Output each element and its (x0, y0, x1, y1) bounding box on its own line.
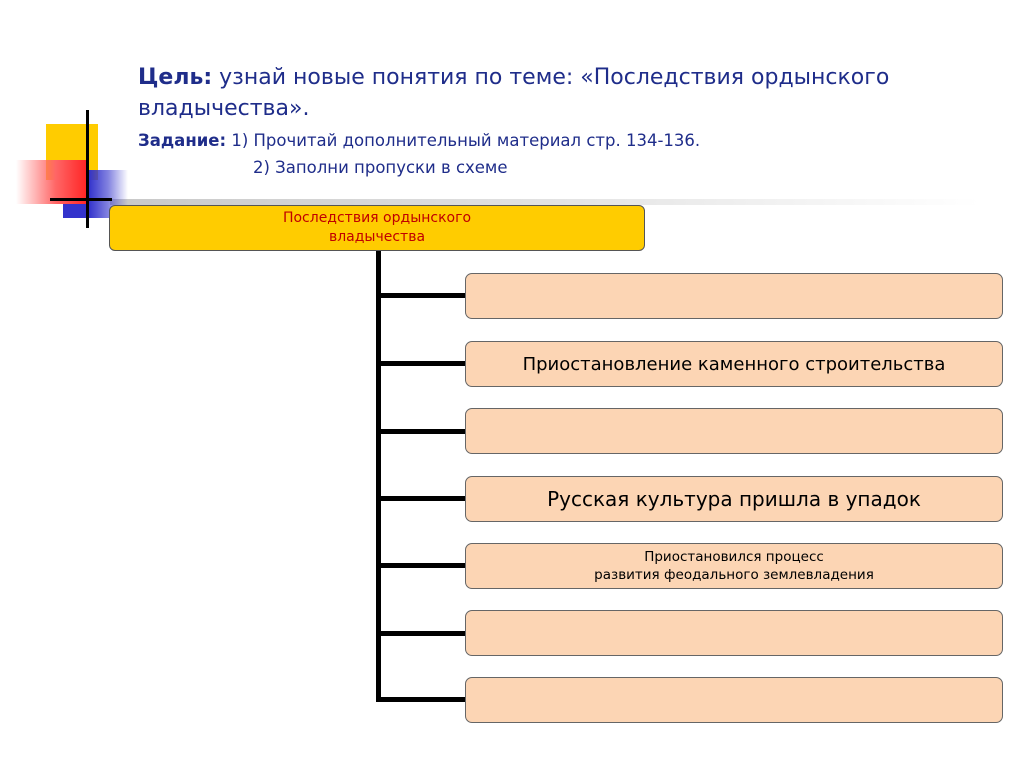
connector-branch (376, 697, 466, 702)
root-line-1: Последствия ордынского (282, 210, 472, 226)
connector-branch (376, 631, 466, 636)
task-label: Задание: (138, 131, 227, 150)
diagram-box-1-blank[interactable] (465, 273, 1003, 319)
connector-branch (376, 293, 466, 298)
diagram-box-3-blank[interactable] (465, 408, 1003, 454)
task-line-1: 1) Прочитай дополнительный материал стр. 134-136. (226, 131, 701, 150)
diagram-box-5 (465, 543, 1003, 589)
connector-branch (376, 429, 466, 434)
connector-branch (376, 496, 466, 501)
diagram-root-box (109, 205, 645, 251)
box-text-line-2: развития феодального землевладения (594, 567, 874, 583)
decorative-vertical-line (86, 110, 89, 228)
slide-heading (138, 62, 1008, 181)
diagram-box-2 (465, 341, 1003, 387)
task-line-2: 2) Заполни пропуски в схеме (253, 158, 508, 177)
root-line-2: владычества (328, 229, 426, 245)
box-text-line-1: Приостановился процесс (644, 549, 824, 565)
task-text (138, 127, 1008, 181)
decorative-horizontal-line (50, 198, 112, 201)
diagram-box-7-blank[interactable] (465, 677, 1003, 723)
connector-branch (376, 361, 466, 366)
diagram-box-6-blank[interactable] (465, 610, 1003, 656)
goal-text (138, 62, 1008, 124)
box-text: Русская культура пришла в упадок (547, 487, 921, 511)
box-text: Приостановление каменного строительства (522, 353, 946, 375)
connector-branch (376, 563, 466, 568)
goal-label: Цель: (138, 65, 213, 90)
goal-body: узнай новые понятия по теме: «Последствия ордынского владычества». (138, 65, 890, 121)
diagram-box-4 (465, 476, 1003, 522)
